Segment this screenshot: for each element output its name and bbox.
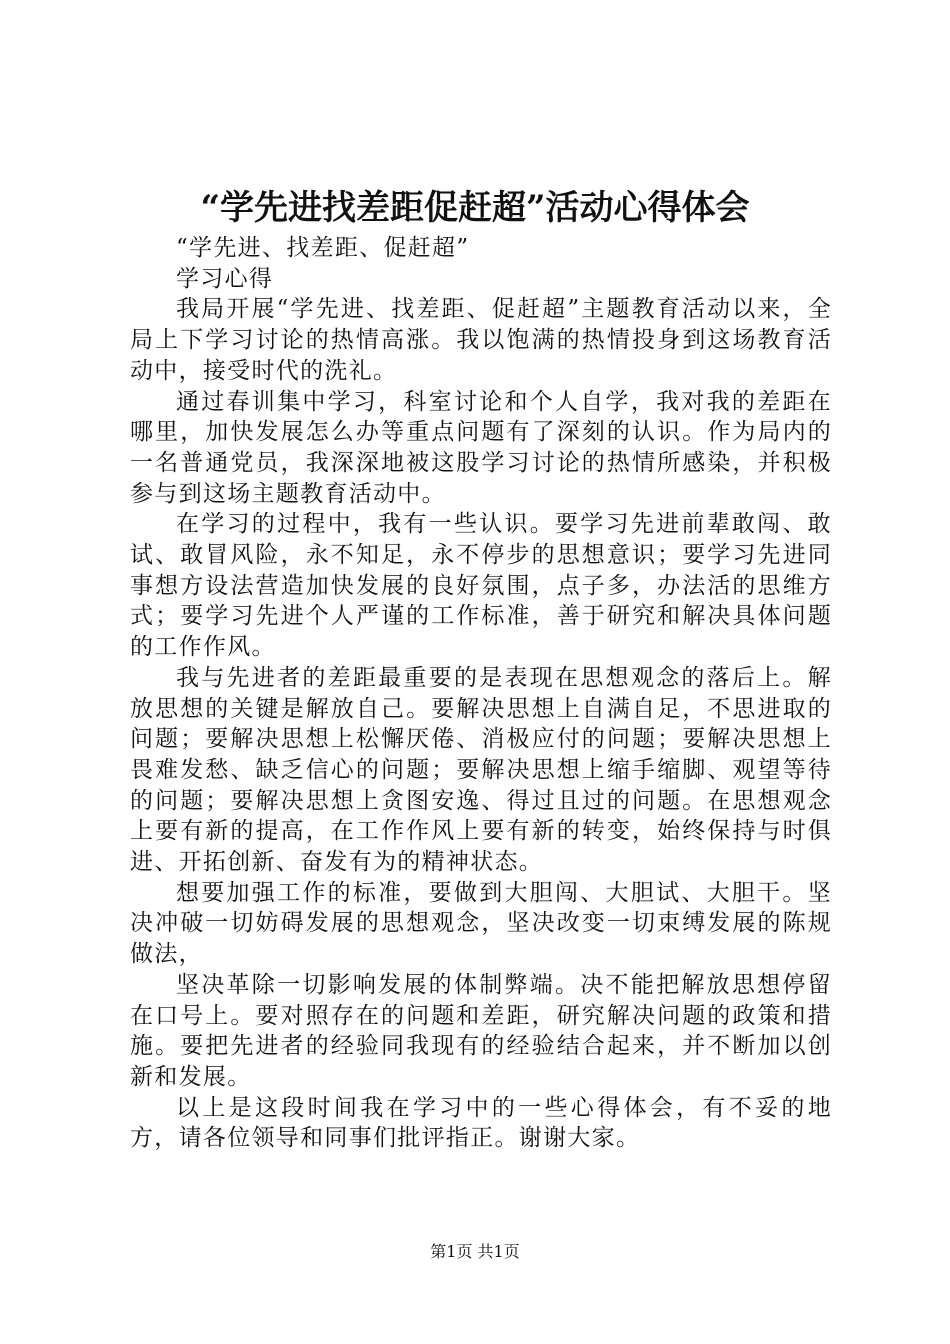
paragraph: “学先进、找差距、促赶超” xyxy=(176,235,470,261)
document-body xyxy=(130,233,832,1154)
paragraph: 我与先进者的差距最重要的是表现在思想观念的落后上。解放思想的关键是解放自己。要解决思想上自满自足，不思进取的问题；要解决思想上松懈厌倦、消极应付的问题；要解决思想上畏难发愁、缺乏信心的问题；要解决思想上缩手缩脚、观望等待的问题；要解决思想上贪图安逸、得过且过的问题。在思想观念上要有新的提高，在工作作风上要有新的转变，始终保持与时俱进、开拓创新、奋发有为的精神状态。 xyxy=(130,664,832,876)
paragraph: 想要加强工作的标准，要做到大胆闯、大胆试、大胆干。坚决冲破一切妨碍发展的思想观念，坚决改变一切束缚发展的陈规做法， xyxy=(130,879,832,968)
paragraph: 坚决革除一切影响发展的体制弊端。决不能把解放思想停留在口号上。要对照存在的问题和差距，研究解决问题的政策和措施。要把先进者的经验同我现有的经验结合起来，并不断加以创新和发展。 xyxy=(130,971,832,1090)
paragraph: 在学习的过程中，我有一些认识。要学习先进前辈敢闯、敢试、敢冒风险，永不知足，永不停步的思想意识；要学习先进同事想方设法营造加快发展的良好氛围，点子多，办法活的思维方式；要学习先进个人严谨的工作标准，善于研究和解决具体问题的工作作风。 xyxy=(130,511,832,661)
paragraph: 我局开展“学先进、找差距、促赶超”主题教育活动以来，全局上下学习讨论的热情高涨。我以饱满的热情投身到这场教育活动中，接受时代的洗礼。 xyxy=(130,296,832,384)
paragraph: 以上是这段时间我在学习中的一些心得体会，有不妥的地方，请各位领导和同事们批评指正。谢谢大家。 xyxy=(130,1094,832,1152)
paragraph: 学习心得 xyxy=(176,265,274,292)
document-title: “学先进找差距促赶超”活动心得体会 xyxy=(200,188,750,228)
page-footer: 第1页 共1页 xyxy=(430,1242,520,1261)
paragraph: 通过春训集中学习，科室讨论和个人自学，我对我的差距在哪里，加快发展怎么办等重点问题有了深刻的认识。作为局内的一名普通党员，我深深地被这股学习讨论的热情所感染，并积极参与到这场主题教育活动中。 xyxy=(130,388,832,507)
